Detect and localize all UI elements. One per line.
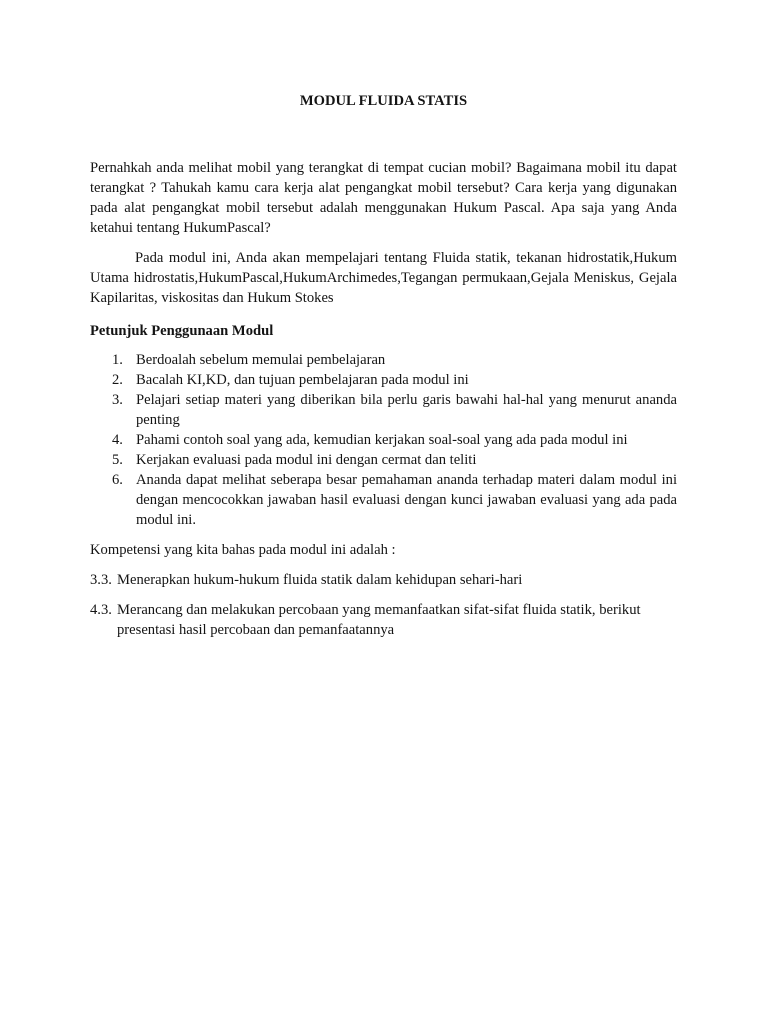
competency-intro: Kompetensi yang kita bahas pada modul ini adalah : bbox=[90, 542, 396, 558]
competency-item bbox=[90, 570, 677, 590]
instructions-heading: Petunjuk Penggunaan Modul bbox=[90, 323, 274, 339]
instructions-list bbox=[90, 350, 677, 530]
list-item-number: 6. bbox=[112, 472, 123, 488]
list-item-text: Ananda dapat melihat seberapa besar pemahaman ananda terhadap materi dalam modul ini dengan mencocokkan jawaban hasil evaluasi dengan kunci jawaban evaluasi yang ada pada modul ini. bbox=[136, 472, 677, 528]
list-item-text: Pelajari setiap materi yang diberikan bila perlu garis bawahi hal-hal yang menurut ananda penting bbox=[136, 392, 677, 428]
list-item bbox=[90, 470, 677, 530]
document-title: MODUL FLUIDA STATIS bbox=[299, 93, 468, 109]
list-item bbox=[90, 450, 677, 470]
list-item bbox=[90, 390, 677, 430]
list-item-text: Bacalah KI,KD, dan tujuan pembelajaran pada modul ini bbox=[136, 372, 469, 388]
module-overview-paragraph: Pada modul ini, Anda akan mempelajari tentang Fluida statik, tekanan hidrostatik,Hukum Utama hidrostatis,HukumPascal,HukumArchimedes,Tegangan permukaan,Gejala Meniskus, Gejala Kapilaritas, viskositas dan Hukum Stokes bbox=[90, 250, 677, 306]
list-item bbox=[90, 430, 677, 450]
list-item-text: Berdoalah sebelum memulai pembelajaran bbox=[136, 352, 386, 368]
competency-item bbox=[90, 600, 677, 640]
competency-text: Menerapkan hukum-hukum fluida statik dalam kehidupan sehari-hari bbox=[117, 572, 523, 588]
list-item bbox=[90, 370, 677, 390]
competency-number: 4.3. bbox=[90, 602, 112, 618]
list-item-text: Kerjakan evaluasi pada modul ini dengan cermat dan teliti bbox=[136, 452, 477, 468]
list-item-number: 5. bbox=[112, 452, 123, 468]
intro-paragraph: Pernahkah anda melihat mobil yang terangkat di tempat cucian mobil? Bagaimana mobil itu dapat terangkat ? Tahukah kamu cara kerja alat pengangkat mobil tersebut? Cara kerja yang digunakan pada alat pengangkat mobil tersebut adalah menggunakan Hukum Pascal. Apa saja yang Anda ketahui tentang HukumPascal? bbox=[90, 160, 677, 236]
competency-number: 3.3. bbox=[90, 572, 112, 588]
document-body bbox=[90, 91, 677, 640]
list-item-number: 2. bbox=[112, 372, 123, 388]
list-item-number: 1. bbox=[112, 352, 123, 368]
list-item-number: 3. bbox=[112, 392, 123, 408]
list-item-number: 4. bbox=[112, 432, 123, 448]
list-item bbox=[90, 350, 677, 370]
competency-text: Merancang dan melakukan percobaan yang memanfaatkan sifat-sifat fluida statik, berikut presentasi hasil percobaan dan pemanfaatannya bbox=[117, 602, 641, 638]
list-item-text: Pahami contoh soal yang ada, kemudian kerjakan soal-soal yang ada pada modul ini bbox=[136, 432, 628, 448]
